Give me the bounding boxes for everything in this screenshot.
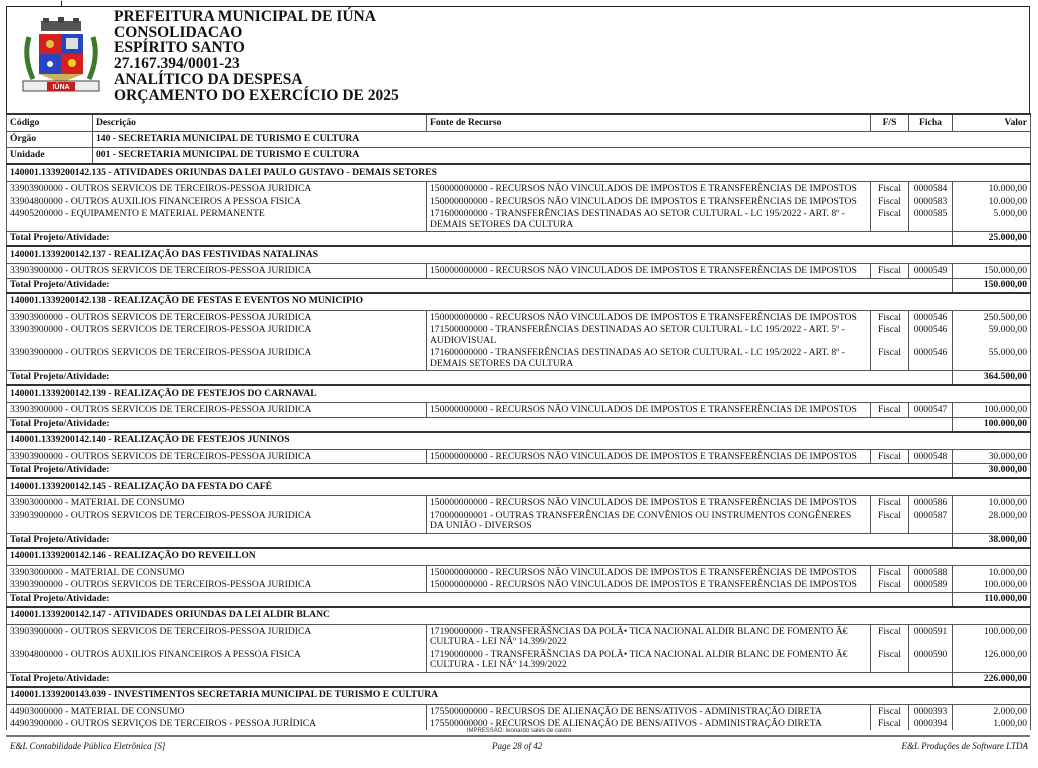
project-total-row [7,232,1031,247]
project-row [7,548,1031,566]
project-title: 140001.1339200142.137 - REALIZAÇÃO DAS FESTIVIDAS NATALINAS [7,246,1031,264]
expense-item-row [7,624,1031,648]
expense-item-row [7,648,1031,673]
item-valor: 10.000,00 [953,565,1031,578]
item-ficha: 0000546 [909,323,953,346]
project-title: 140001.1339200142.147 - ATIVIDADES ORIUNDAS DA LEI ALDIR BLANC [7,607,1031,625]
item-ficha: 0000585 [909,207,953,232]
expense-item-row [7,346,1031,371]
item-fonte: 171600000000 - TRANSFERÊNCIAS DESTINADAS AO SETOR CULTURAL - LC 195/2022 - ART. 8º - DEMAIS SETORES DA CULTURA [427,207,871,232]
item-description: 33903900000 - OUTROS SERVICOS DE TERCEIROS-PESSOA JURIDICA [7,264,427,279]
item-ficha: 0000586 [909,496,953,509]
total-value: 25.000,00 [953,232,1031,247]
item-ficha: 0000547 [909,403,953,418]
item-fonte: 150000000000 - RECURSOS NÃO VINCULADOS DE IMPOSTOS E TRANSFERÊNCIAS DE IMPOSTOS [427,565,871,578]
report-header [6,6,1030,113]
project-row [7,164,1031,182]
header-cnpj: 27.167.394/0001-23 [114,55,240,73]
project-title: 140001.1339200142.146 - REALIZAÇÃO DO REVEILLON [7,548,1031,566]
header-budget-year: ORÇAMENTO DO EXERCÍCIO DE 2025 [114,86,399,104]
item-fonte: 150000000000 - RECURSOS NÃO VINCULADOS DE IMPOSTOS E TRANSFERÊNCIAS DE IMPOSTOS [427,578,871,592]
item-fonte: 150000000000 - RECURSOS NÃO VINCULADOS DE IMPOSTOS E TRANSFERÊNCIAS DE IMPOSTOS [427,195,871,208]
footer-divider [6,735,1030,737]
expense-item-row [7,449,1031,464]
item-fs: Fiscal [871,323,909,346]
item-fs: Fiscal [871,310,909,323]
total-value: 150.000,00 [953,278,1031,293]
item-valor: 1.000,00 [953,717,1031,730]
project-total-row [7,464,1031,479]
item-fonte: 170000000001 - OUTRAS TRANSFERÊNCIAS DE CONVÊNIOS OU INSTRUMENTOS CONGÊNERES DA UNIÃO - DIVERSOS [427,509,871,534]
item-fs: Fiscal [871,207,909,232]
project-row [7,607,1031,625]
item-valor: 126.000,00 [953,648,1031,673]
item-ficha: 0000588 [909,565,953,578]
item-description: 33903900000 - OUTROS SERVICOS DE TERCEIROS-PESSOA JURIDICA [7,346,427,371]
project-total-row [7,278,1031,293]
total-label: Total Projeto/Atividade: [7,464,953,479]
item-ficha: 0000587 [909,509,953,534]
orgao-label: Órgão [7,132,93,148]
item-ficha: 0000591 [909,624,953,648]
table-header-row [7,114,1031,132]
item-description: 33903000000 - MATERIAL DE CONSUMO [7,496,427,509]
expense-item-row [7,509,1031,534]
item-fonte: 175500000000 - RECURSOS DE ALIENAÇÃO DE BENS/ATIVOS - ADMINISTRAÇÃO DIRETA [427,717,871,730]
project-row [7,687,1031,705]
total-label: Total Projeto/Atividade: [7,232,953,247]
item-valor: 10.000,00 [953,195,1031,208]
project-row [7,432,1031,450]
item-ficha: 0000590 [909,648,953,673]
item-description: 33903900000 - OUTROS SERVICOS DE TERCEIROS-PESSOA JURIDICA [7,182,427,195]
expense-item-row [7,496,1031,509]
header-tick [61,1,62,7]
item-valor: 150.000,00 [953,264,1031,279]
item-ficha: 0000584 [909,182,953,195]
project-total-row [7,672,1031,687]
item-fs: Fiscal [871,565,909,578]
item-ficha: 0000583 [909,195,953,208]
project-title: 140001.1339200142.145 - REALIZAÇÃO DA FESTA DO CAFÉ [7,478,1031,496]
item-ficha: 0000549 [909,264,953,279]
item-description: 44903000000 - MATERIAL DE CONSUMO [7,704,427,717]
item-fonte: 150000000000 - RECURSOS NÃO VINCULADOS DE IMPOSTOS E TRANSFERÊNCIAS DE IMPOSTOS [427,182,871,195]
item-valor: 55.000,00 [953,346,1031,371]
total-label: Total Projeto/Atividade: [7,592,953,607]
item-fs: Fiscal [871,704,909,717]
item-valor: 100.000,00 [953,578,1031,592]
expense-item-row [7,578,1031,592]
col-header-codigo: Código [7,114,93,132]
item-fs: Fiscal [871,509,909,534]
total-value: 100.000,00 [953,417,1031,432]
expense-item-row [7,323,1031,346]
header-state: ESPÍRITO SANTO [114,39,245,57]
item-description: 44905200000 - EQUIPAMENTO E MATERIAL PERMANENTE [7,207,427,232]
item-valor: 100.000,00 [953,403,1031,418]
item-fs: Fiscal [871,496,909,509]
item-fonte: 150000000000 - RECURSOS NÃO VINCULADOS DE IMPOSTOS E TRANSFERÊNCIAS DE IMPOSTOS [427,264,871,279]
item-description: 44903900000 - OUTROS SERVIÇOS DE TERCEIROS - PESSOA JURÍDICA [7,717,427,730]
total-value: 110.000,00 [953,592,1031,607]
footer-right: E&L Produções de Software LTDA [901,741,1028,751]
project-title: 140001.1339200142.140 - REALIZAÇÃO DE FESTEJOS JUNINOS [7,432,1031,450]
expense-table [6,113,1031,730]
item-ficha: 0000589 [909,578,953,592]
total-label: Total Projeto/Atividade: [7,533,953,548]
total-value: 30.000,00 [953,464,1031,479]
total-label: Total Projeto/Atividade: [7,417,953,432]
project-row [7,478,1031,496]
item-fonte: 171600000000 - TRANSFERÊNCIAS DESTINADAS AO SETOR CULTURAL - LC 195/2022 - ART. 8º - DEMAIS SETORES DA CULTURA [427,346,871,371]
project-row [7,385,1031,403]
orgao-row [7,132,1031,148]
item-description: 33903900000 - OUTROS SERVICOS DE TERCEIROS-PESSOA JURIDICA [7,509,427,534]
expense-item-row [7,207,1031,232]
orgao-value: 140 - SECRETARIA MUNICIPAL DE TURISMO E CULTURA [93,132,1031,148]
item-valor: 10.000,00 [953,496,1031,509]
expense-item-row [7,310,1031,323]
project-row [7,293,1031,311]
item-fs: Fiscal [871,449,909,464]
item-valor: 2.000,00 [953,704,1031,717]
municipal-coat-of-arms-icon [19,17,103,97]
item-fonte: 150000000000 - RECURSOS NÃO VINCULADOS DE IMPOSTOS E TRANSFERÊNCIAS DE IMPOSTOS [427,496,871,509]
col-header-fonte: Fonte de Recurso [427,114,871,132]
project-total-row [7,371,1031,386]
svg-text:IÚNA: IÚNA [52,84,70,91]
item-ficha: 0000394 [909,717,953,730]
total-label: Total Projeto/Atividade: [7,371,953,386]
total-label: Total Projeto/Atividade: [7,672,953,687]
project-row [7,246,1031,264]
item-fonte: 150000000000 - RECURSOS NÃO VINCULADOS DE IMPOSTOS E TRANSFERÊNCIAS DE IMPOSTOS [427,449,871,464]
item-description: 33903900000 - OUTROS SERVICOS DE TERCEIROS-PESSOA JURIDICA [7,310,427,323]
item-description: 33903000000 - MATERIAL DE CONSUMO [7,565,427,578]
col-header-valor: Valor [953,114,1031,132]
unidade-value: 001 - SECRETARIA MUNICIPAL DE TURISMO E CULTURA [93,148,1031,165]
expense-item-row [7,182,1031,195]
project-title: 140001.1339200142.139 - REALIZAÇÃO DE FESTEJOS DO CARNAVAL [7,385,1031,403]
footer-left: E&L Contabilidade Pública Eletrônica [S] [10,741,166,751]
item-fonte: 17190000000 - TRANSFERÃŠNCIAS DA POLÃ• TICA NACIONAL ALDIR BLANC DE FOMENTO Ã€ CULTURA - LEI NÃº 14.399/2022 [427,648,871,673]
item-valor: 59.000,00 [953,323,1031,346]
item-valor: 5.000,00 [953,207,1031,232]
report-titles [114,9,399,103]
item-description: 33903900000 - OUTROS SERVICOS DE TERCEIROS-PESSOA JURIDICA [7,403,427,418]
report-page [6,6,1030,730]
total-value: 364.500,00 [953,371,1031,386]
project-total-row [7,417,1031,432]
item-fs: Fiscal [871,624,909,648]
item-fonte: 150000000000 - RECURSOS NÃO VINCULADOS DE IMPOSTOS E TRANSFERÊNCIAS DE IMPOSTOS [427,403,871,418]
col-header-fs: F/S [871,114,909,132]
project-total-row [7,533,1031,548]
item-description: 33903900000 - OUTROS SERVICOS DE TERCEIROS-PESSOA JURIDICA [7,578,427,592]
project-title: 140001.1339200142.138 - REALIZAÇÃO DE FESTAS E EVENTOS NO MUNICIPIO [7,293,1031,311]
item-fs: Fiscal [871,717,909,730]
item-fonte: 171500000000 - TRANSFERÊNCIAS DESTINADAS AO SETOR CULTURAL - LC 195/2022 - ART. 5º - AUDIOVISUAL [427,323,871,346]
item-fs: Fiscal [871,346,909,371]
expense-item-row [7,264,1031,279]
print-user: IMPRESSÃO: leonardo sales de castro [466,728,572,734]
col-header-descricao: Descrição [93,114,427,132]
expense-item-row [7,195,1031,208]
item-valor: 10.000,00 [953,182,1031,195]
unidade-row [7,148,1031,165]
expense-item-row [7,403,1031,418]
project-total-row [7,592,1031,607]
item-description: 33903900000 - OUTROS SERVICOS DE TERCEIROS-PESSOA JURIDICA [7,624,427,648]
item-valor: 28.000,00 [953,509,1031,534]
total-value: 226.000,00 [953,672,1031,687]
total-value: 38.000,00 [953,533,1031,548]
item-fs: Fiscal [871,648,909,673]
project-title: 140001.1339200142.135 - ATIVIDADES ORIUNDAS DA LEI PAULO GUSTAVO - DEMAIS SETORES [7,164,1031,182]
item-description: 33904800000 - OUTROS AUXILIOS FINANCEIROS A PESSOA FISICA [7,195,427,208]
item-fs: Fiscal [871,182,909,195]
item-fs: Fiscal [871,403,909,418]
header-report-type: ANALÍTICO DA DESPESA [114,70,303,88]
item-fs: Fiscal [871,264,909,279]
expense-item-row [7,704,1031,717]
item-ficha: 0000548 [909,449,953,464]
item-description: 33903900000 - OUTROS SERVICOS DE TERCEIROS-PESSOA JURIDICA [7,449,427,464]
item-ficha: 0000546 [909,310,953,323]
col-header-ficha: Ficha [909,114,953,132]
header-municipality: PREFEITURA MUNICIPAL DE IÚNA [114,8,376,25]
total-label: Total Projeto/Atividade: [7,278,953,293]
item-valor: 100.000,00 [953,624,1031,648]
item-valor: 30.000,00 [953,449,1031,464]
item-description: 33903900000 - OUTROS SERVICOS DE TERCEIROS-PESSOA JURIDICA [7,323,427,346]
item-fonte: 150000000000 - RECURSOS NÃO VINCULADOS DE IMPOSTOS E TRANSFERÊNCIAS DE IMPOSTOS [427,310,871,323]
item-ficha: 0000393 [909,704,953,717]
item-ficha: 0000546 [909,346,953,371]
expense-item-row [7,565,1031,578]
item-fonte: 175500000000 - RECURSOS DE ALIENAÇÃO DE BENS/ATIVOS - ADMINISTRAÇÃO DIRETA [427,704,871,717]
project-title: 140001.1339200143.039 - INVESTIMENTOS SECRETARIA MUNICIPAL DE TURISMO E CULTURA [7,687,1031,705]
item-fs: Fiscal [871,195,909,208]
header-entity: CONSOLIDACAO [114,23,243,41]
item-fonte: 17190000000 - TRANSFERÃŠNCIAS DA POLÃ• TICA NACIONAL ALDIR BLANC DE FOMENTO Ã€ CULTURA - LEI NÃº 14.399/2022 [427,624,871,648]
item-fs: Fiscal [871,578,909,592]
page-number: Page 28 of 42 [492,741,543,751]
item-valor: 250.500,00 [953,310,1031,323]
item-description: 33904800000 - OUTROS AUXILIOS FINANCEIROS A PESSOA FISICA [7,648,427,673]
unidade-label: Unidade [7,148,93,165]
